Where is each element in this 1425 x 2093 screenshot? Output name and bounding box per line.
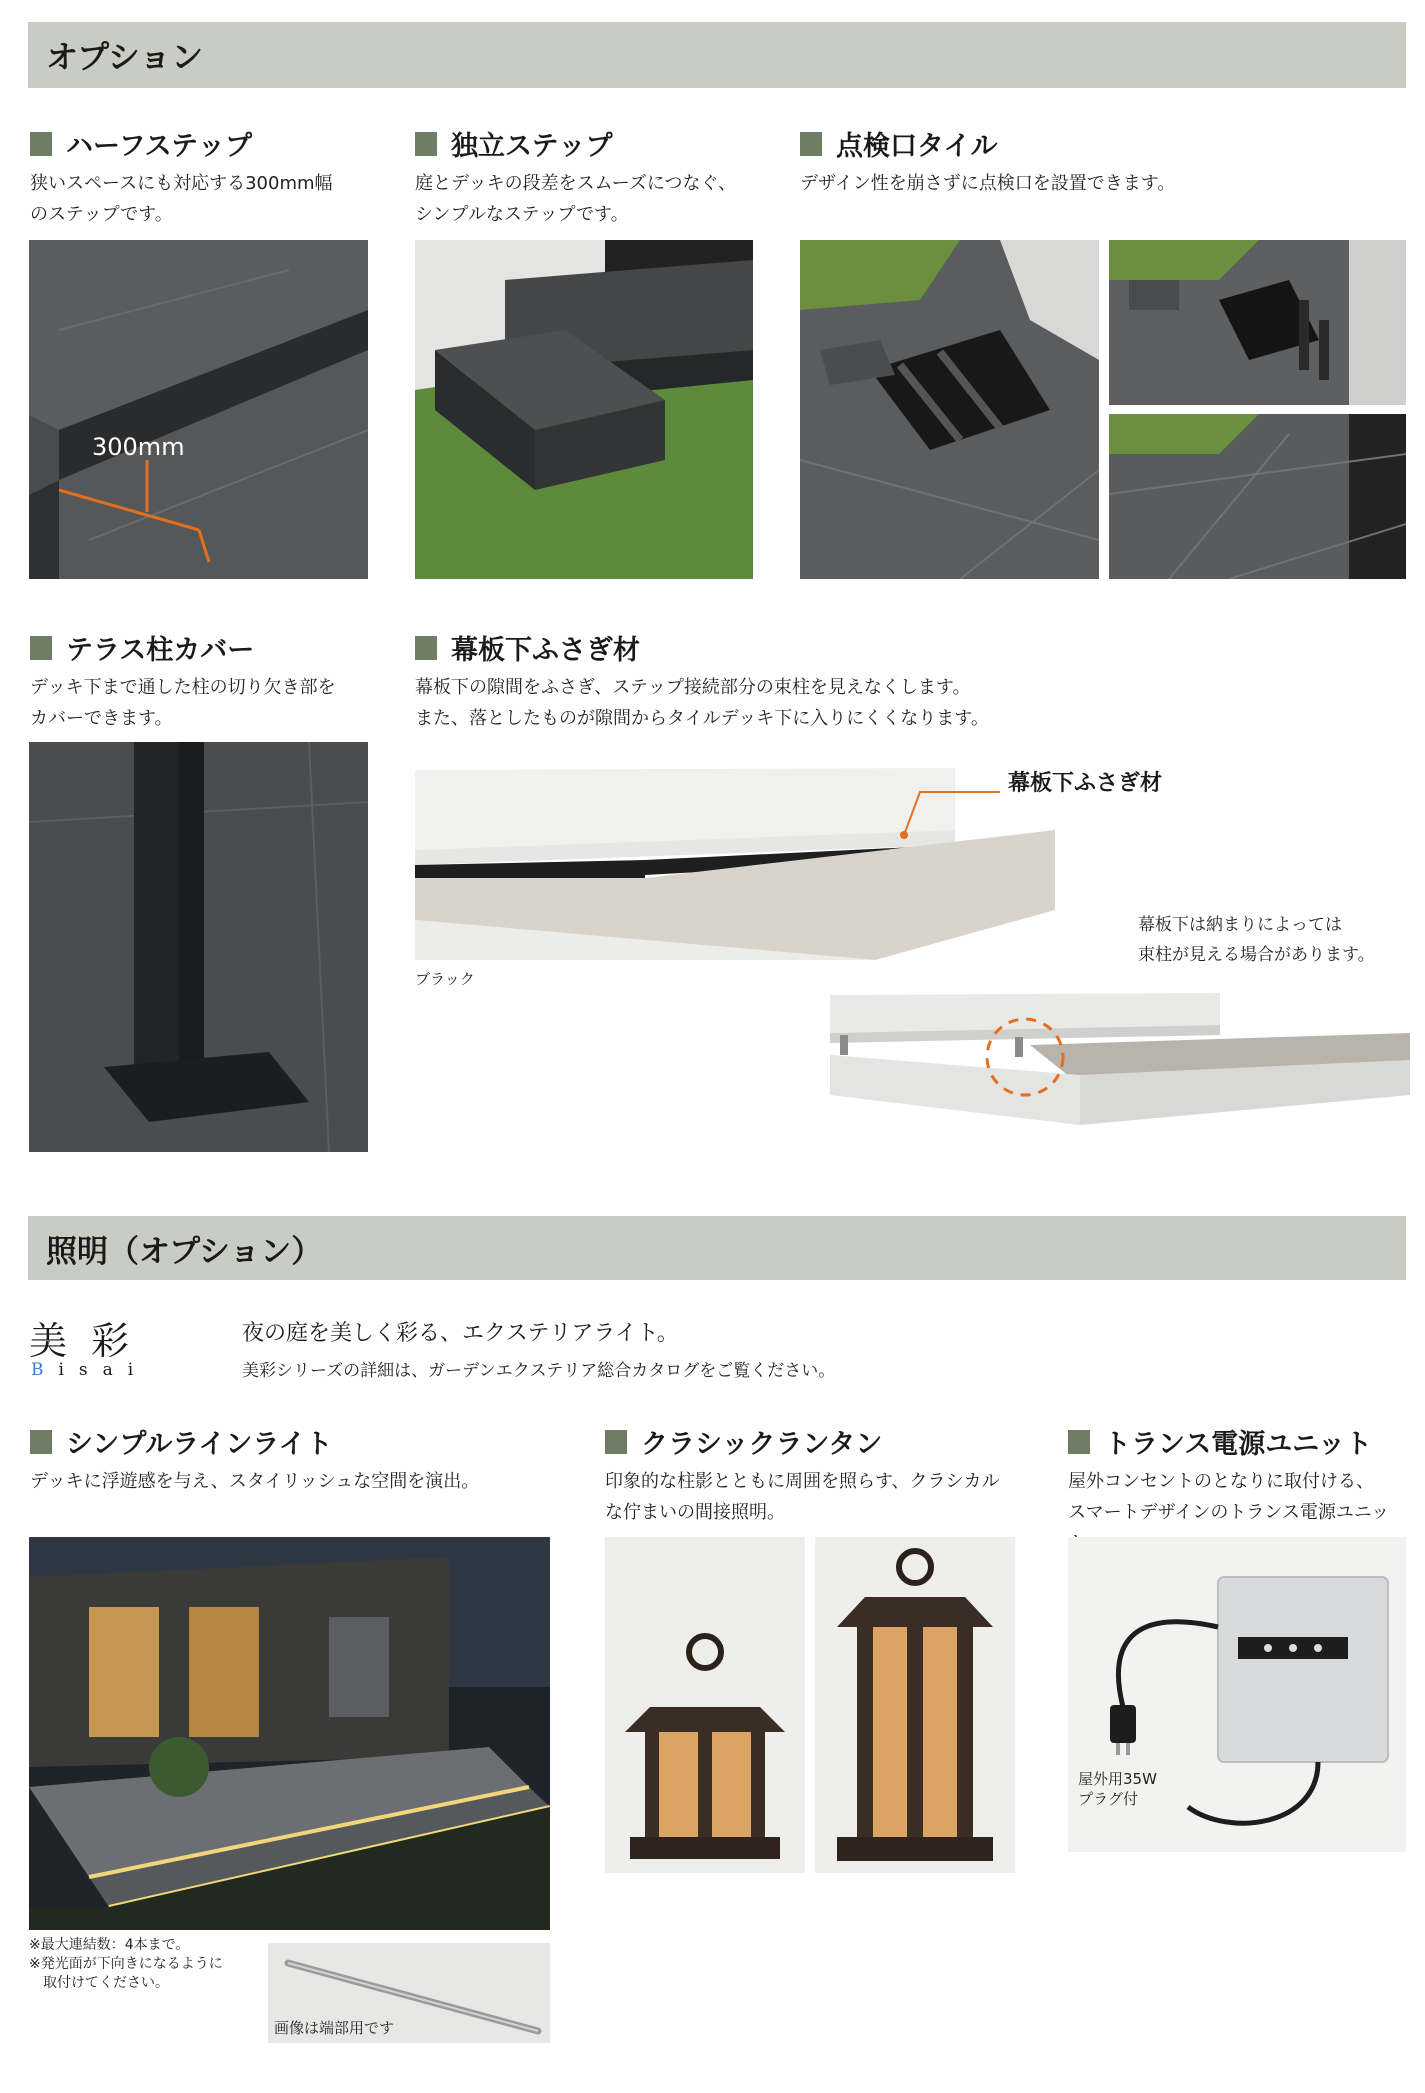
square-marker-icon — [415, 132, 437, 156]
simple-line-light-title: シンプルラインライト — [66, 1429, 333, 1460]
desc-line: スマートデザインのトランス電源ユニッ — [1068, 1502, 1390, 1523]
skirt-filler-heading — [415, 628, 640, 667]
bisai-tagline: 夜の庭を美しく彩る、エクステリアライト。 — [242, 1321, 679, 1346]
square-marker-icon — [605, 1430, 627, 1454]
skirt-filler-callout-label: 幕板下ふさぎ材 — [1008, 771, 1163, 796]
square-marker-icon — [415, 636, 437, 660]
simple-line-light-notes — [29, 1936, 269, 1993]
classic-lantern-description — [605, 1466, 1025, 1528]
inspection-closed-illustration — [1109, 414, 1406, 579]
classic-lantern-heading — [605, 1422, 882, 1461]
inspection-tile-photo-open — [1109, 240, 1406, 405]
bisai-logo-latin — [31, 1360, 148, 1380]
skirt-filler-description — [415, 672, 1115, 734]
options-section-title: オプション — [46, 38, 204, 76]
independent-step-description — [415, 168, 775, 230]
desc-line: 幕板下の隙間をふさぎ、ステップ接続部分の束柱を見えなくします。 — [415, 677, 971, 698]
classic-lantern-large-photo — [815, 1537, 1015, 1873]
desc-line: 庭とデッキの段差をスムーズにつなぐ、 — [415, 173, 737, 194]
independent-step-photo — [415, 240, 753, 579]
terrace-post-cover-photo — [29, 742, 368, 1152]
lantern-small-illustration — [605, 1537, 805, 1873]
note-line: 束柱が見える場合があります。 — [1138, 945, 1375, 965]
simple-line-light-heading — [30, 1422, 333, 1461]
half-step-illustration — [29, 240, 368, 579]
callout-leader-icon — [890, 780, 1010, 840]
lighting-section-band — [28, 1216, 1406, 1280]
lighting-section-title: 照明（オプション） — [46, 1233, 323, 1270]
desc-line: カバーできます。 — [30, 708, 173, 729]
inspection-tile-title: 点検口タイル — [836, 131, 998, 162]
terrace-post-cover-description — [30, 672, 390, 734]
note-line: 取付けてください。 — [29, 1975, 169, 1991]
terrace-post-cover-heading — [30, 628, 254, 667]
independent-step-illustration — [415, 240, 753, 579]
lantern-large-illustration — [815, 1537, 1015, 1873]
bisai-logo-kanji: 美彩 — [29, 1319, 154, 1363]
transformer-title: トランス電源ユニット — [1104, 1429, 1373, 1460]
spec-line: 屋外用35W — [1078, 1770, 1157, 1788]
transformer-photo — [1068, 1537, 1406, 1852]
inspection-tile-photo-main — [800, 240, 1099, 579]
post-visible-photo — [820, 985, 1410, 1150]
dimension-label: 300mm — [92, 433, 185, 461]
desc-line: 屋外コンセントのとなりに取付ける、 — [1068, 1471, 1374, 1492]
classic-lantern-small-photo — [605, 1537, 805, 1873]
spec-line: プラグ付 — [1078, 1790, 1139, 1808]
transformer-spec — [1078, 1769, 1157, 1809]
half-step-photo — [29, 240, 368, 579]
skirt-filler-note — [1138, 910, 1375, 970]
half-step-description — [30, 168, 390, 230]
terrace-post-cover-title: テラス柱カバー — [66, 635, 255, 666]
inspection-tile-photo-closed — [1109, 414, 1406, 579]
simple-line-light-photo — [29, 1537, 550, 1930]
bisai-subline: 美彩シリーズの詳細は、ガーデンエクステリア総合カタログをご覧ください。 — [242, 1361, 836, 1381]
post-visible-illustration — [820, 985, 1410, 1150]
square-marker-icon — [1068, 1430, 1090, 1454]
desc-line: デッキに浮遊感を与え、スタイリッシュな空間を演出。 — [30, 1471, 480, 1492]
night-deck-illustration — [29, 1537, 550, 1930]
square-marker-icon — [800, 132, 822, 156]
square-marker-icon — [30, 132, 52, 156]
half-step-title: ハーフステップ — [66, 131, 253, 162]
desc-line: デッキ下まで通した柱の切り欠き部を — [30, 677, 336, 698]
options-section-band — [28, 22, 1406, 88]
note-line: ※発光面が下向きになるように — [29, 1956, 223, 1972]
skirt-filler-title: 幕板下ふさぎ材 — [451, 635, 640, 666]
desc-line: また、落としたものが隙間からタイルデッキ下に入りにくくなります。 — [415, 708, 989, 729]
desc-line: のステップです。 — [30, 204, 173, 225]
classic-lantern-title: クラシックランタン — [641, 1429, 883, 1460]
half-step-heading — [30, 124, 252, 163]
simple-line-light-description — [30, 1466, 590, 1497]
note-line: ※最大連結数：4本まで。 — [29, 1937, 190, 1953]
transformer-heading — [1068, 1422, 1372, 1461]
inspection-opening-illustration — [800, 240, 1099, 579]
inspection-tile-heading — [800, 124, 997, 163]
bisai-logo-initial: B — [31, 1360, 59, 1380]
independent-step-title: 独立ステップ — [451, 131, 613, 162]
bisai-logo-rest: isai — [58, 1360, 149, 1380]
desc-line: な佇まいの間接照明。 — [605, 1502, 785, 1523]
desc-line: 狭いスペースにも対応する300mm幅 — [30, 173, 333, 194]
desc-line: シンプルなステップです。 — [415, 204, 629, 225]
line-light-end-caption: 画像は端部用です — [274, 2019, 395, 2037]
desc-line: デザイン性を崩さずに点検口を設置できます。 — [800, 173, 1176, 194]
independent-step-heading — [415, 124, 612, 163]
inspection-tile-description — [800, 168, 1400, 199]
desc-line: 印象的な柱影とともに周囲を照らす、クラシカル — [605, 1471, 1000, 1492]
note-line: 幕板下は納まりによっては — [1138, 915, 1342, 935]
square-marker-icon — [30, 636, 52, 660]
line-light-end-photo — [268, 1943, 550, 2043]
post-cover-illustration — [29, 742, 368, 1152]
square-marker-icon — [30, 1430, 52, 1454]
skirt-filler-color-caption: ブラック — [415, 970, 475, 988]
inspection-open-illustration — [1109, 240, 1406, 405]
